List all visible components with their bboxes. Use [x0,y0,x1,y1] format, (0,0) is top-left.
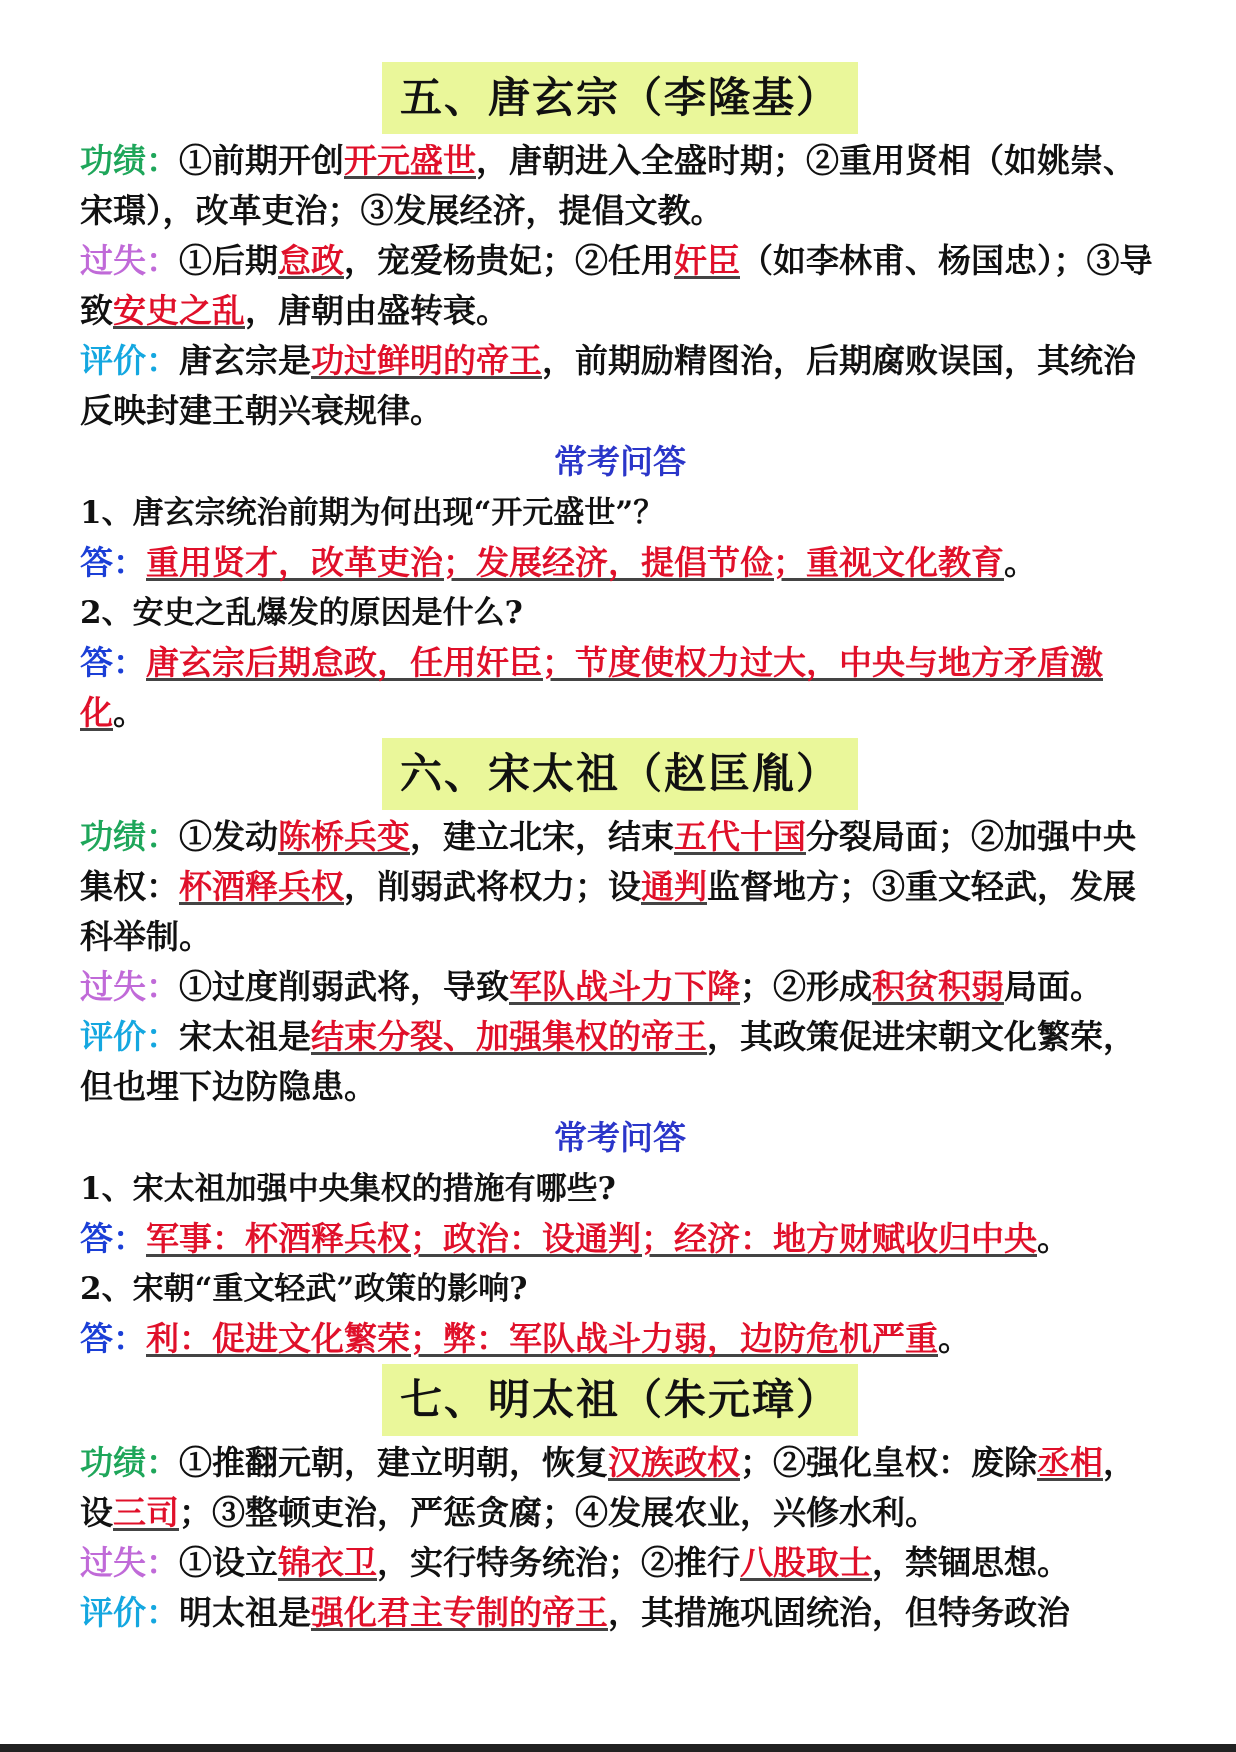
text: ，唐朝由盛转衰。 [245,291,509,330]
answer-label: 答： [80,543,146,582]
section-heading-wrap [80,62,1160,136]
keyword: 军队战斗力下降 [509,967,740,1006]
keyword: 强化君主专制的帝王 [311,1593,608,1632]
evaluation-paragraph [80,336,1160,436]
keyword: 三司 [113,1493,179,1532]
answer-end: 。 [938,1319,971,1358]
achievements-label: 功绩： [80,141,179,180]
text: 监督地方；③重文轻武，发展科举制。 [80,867,1136,956]
text: ，前期励精图治，后期腐败误国，其统治反映封建王朝兴衰规律。 [80,341,1136,430]
question: 2、安史之乱爆发的原因是什么? [80,595,523,631]
faults-paragraph [80,1538,1160,1588]
text: ，宠爱杨贵妃；②任用 [344,241,674,280]
answer-end: 。 [1037,1219,1070,1258]
section-heading-wrap [80,738,1160,812]
section-heading: 六、宋太祖（赵匡胤） [382,738,858,810]
answer-label: 答： [80,1219,146,1258]
notes-page [80,62,1160,1638]
answer-label: 答： [80,643,146,682]
answer [80,1314,1160,1364]
keyword: 怠政 [278,241,344,280]
text: ，削弱武将权力；设 [344,867,641,906]
keyword: 汉族政权 [608,1443,740,1482]
keyword: 奸臣 [674,241,740,280]
answer [80,638,1160,738]
keyword: 结束分裂、加强集权的帝王 [311,1017,707,1056]
evaluation-paragraph [80,1588,1160,1638]
section-heading-wrap [80,1364,1160,1438]
keyword: 杯酒释兵权 [179,867,344,906]
text: ，禁锢思想。 [872,1543,1070,1582]
text: ①推翻元朝，建立明朝，恢复 [179,1443,608,1482]
text: ；②形成 [740,967,872,1006]
faults-label: 过失： [80,967,179,1006]
answer-end: 。 [1004,543,1037,582]
evaluation-label: 评价： [80,341,179,380]
text: ①后期 [179,241,278,280]
keyword: 通判 [641,867,707,906]
achievements-paragraph [80,136,1160,236]
answer-text: 军事：杯酒释兵权；政治：设通判；经济：地方财赋收归中央 [146,1219,1037,1258]
answer-end: 。 [113,693,146,732]
achievements-paragraph [80,812,1160,962]
keyword: 开元盛世 [344,141,476,180]
evaluation-paragraph [80,1012,1160,1112]
evaluation-label: 评价： [80,1017,179,1056]
text: 唐玄宗是 [179,341,311,380]
question: 2、宋朝“重文轻武”政策的影响? [80,1271,528,1307]
answer-text: 重用贤才，改革吏治；发展经济，提倡节俭；重视文化教育 [146,543,1004,582]
keyword: 积贫积弱 [872,967,1004,1006]
answer-text: 唐玄宗后期怠政，任用奸臣；节度使权力过大，中央与地方矛盾激化 [80,643,1103,732]
qa-title: 常考问答 [554,442,686,481]
keyword: 丞相 [1037,1443,1103,1482]
text: （如李林甫、杨国忠）；③导致 [80,241,1153,330]
qa-title: 常考问答 [554,1118,686,1157]
faults-paragraph [80,962,1160,1012]
keyword: 五代十国 [674,817,806,856]
answer [80,538,1160,588]
text: 宋太祖是 [179,1017,311,1056]
achievements-label: 功绩： [80,817,179,856]
text: 明太祖是 [179,1593,311,1632]
text: ；②强化皇权：废除 [740,1443,1037,1482]
keyword: 锦衣卫 [278,1543,377,1582]
evaluation-label: 评价： [80,1593,179,1632]
faults-label: 过失： [80,241,179,280]
text: ；③整顿吏治，严惩贪腐；④发展农业，兴修水利。 [179,1493,938,1532]
faults-paragraph [80,236,1160,336]
faults-label: 过失： [80,1543,179,1582]
page-bottom-border [0,1744,1236,1752]
text: ，其政策促进宋朝文化繁荣，但也埋下边防隐患。 [80,1017,1136,1106]
keyword: 功过鲜明的帝王 [311,341,542,380]
text: ，设 [80,1443,1136,1532]
text: 分裂局面；②加强中央集权： [80,817,1136,906]
text: ，实行特务统治；②推行 [377,1543,740,1582]
text: ，唐朝进入全盛时期；②重用贤相（如姚崇、宋璟），改革吏治；③发展经济，提倡文教。 [80,141,1136,230]
answer-text: 利：促进文化繁荣；弊：军队战斗力弱，边防危机严重 [146,1319,938,1358]
question: 1、唐玄宗统治前期为何出现“开元盛世”？ [80,495,665,531]
answer-label: 答： [80,1319,146,1358]
text: ①发动 [179,817,278,856]
keyword: 安史之乱 [113,291,245,330]
question: 1、宋太祖加强中央集权的措施有哪些? [80,1171,616,1207]
achievements-label: 功绩： [80,1443,179,1482]
answer [80,1214,1160,1264]
section-heading: 五、唐玄宗（李隆基） [382,62,858,134]
section-heading: 七、明太祖（朱元璋） [382,1364,858,1436]
achievements-paragraph [80,1438,1160,1538]
text: ①前期开创 [179,141,344,180]
text: ①设立 [179,1543,278,1582]
text: ，其措施巩固统治，但特务政治 [608,1593,1070,1632]
text: ，建立北宋，结束 [410,817,674,856]
text: ①过度削弱武将，导致 [179,967,509,1006]
keyword: 八股取士 [740,1543,872,1582]
keyword: 陈桥兵变 [278,817,410,856]
text: 局面。 [1004,967,1103,1006]
